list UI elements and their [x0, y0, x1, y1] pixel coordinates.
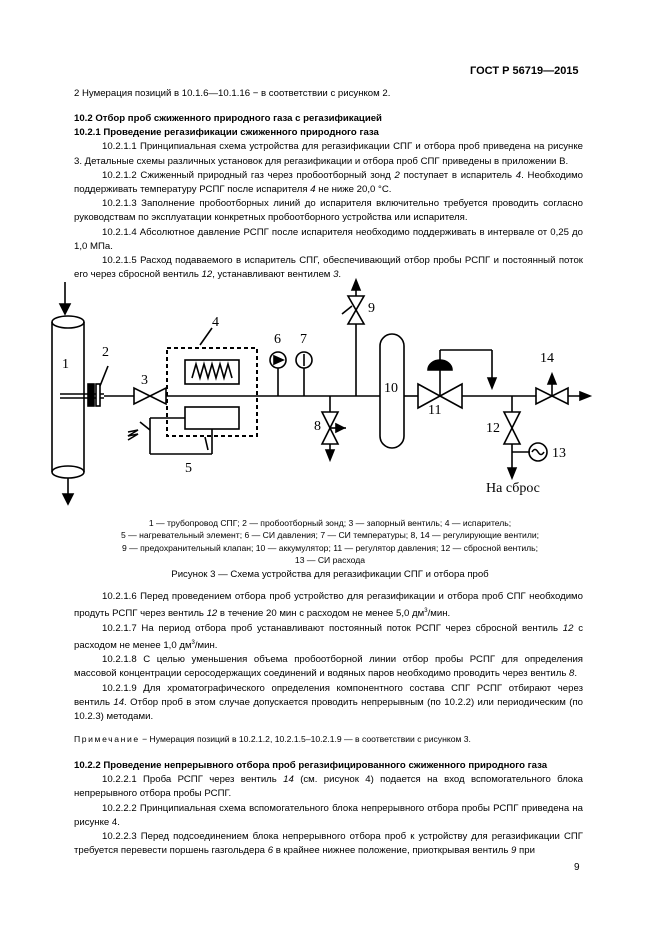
paragraph-10-2-1-8: 10.2.1.8 С целью уменьшения объема пробоотборной линии отбор пробы РСПГ для определения массовой концентрации серосодержащих соединений и водяных паров необходимо проводить через вентиль 8. — [74, 654, 583, 680]
note-label: Примечание — [74, 734, 140, 744]
label-3: 3 — [141, 373, 148, 388]
note-2: Примечание − Нумерация позиций в 10.2.1.2, 10.2.1.5–10.2.1.9 — в соответствии с рисунком 3. — [74, 734, 471, 744]
legend-line: 5 — нагревательный элемент; 6 — СИ давления; 7 — СИ температуры; 8, 14 — регулирующие вентили; — [120, 530, 540, 541]
heater-5 — [128, 418, 212, 476]
label-7: 7 — [300, 332, 307, 347]
paragraph-10-2-2-3: 10.2.2.3 Перед подсоединением блока непрерывного отбора проб к устройству для регазификации СПГ требуется перевести поршень газгольдера 6 в крайнее нижнее положение, приоткрывая вентиль 9 при — [74, 831, 583, 857]
paragraph-10-2-1-9: 10.2.1.9 Для хроматографического определения компонентного состава СПГ РСПГ отбирают через вентиль 14. Отбор проб в этом случае допускается проводить непрерывным (по 10.2.2) или периодическим (по 10.2.3) методами. — [74, 682, 583, 722]
paragraph-10-2-2-2: 10.2.2.2 Принципиальная схема вспомогательного блока непрерывного отбора пробы РСПГ приведена на рисунке 4. — [74, 802, 583, 828]
control-valve-14 — [536, 351, 590, 404]
legend-line: 1 — трубопровод СПГ; 2 — пробоотборный зонд; 3 — запорный вентиль; 4 — испаритель; — [148, 518, 512, 528]
label-2: 2 — [102, 345, 109, 360]
section-title: 10.2 Отбор проб сжиженного природного газа с регазификацией — [74, 113, 382, 124]
temperature-sensor-7 — [296, 332, 312, 396]
paragraph-10-2-1-3: 10.2.1.3 Заполнение пробоотборных линий до испарителя включительно требуется проводить согласно руководствам по эксплуатации конкретных пробоотборного устройства или испарителя. — [74, 198, 583, 224]
paragraph-10-2-1-5: 10.2.1.5 Расход подаваемого в испаритель СПГ, обеспечивающий отбор пробы РСПГ и постоянный поток его через сбросной вентиль 12, устанавливают вентилем 3. — [74, 255, 583, 281]
label-6: 6 — [274, 332, 281, 347]
vent-valve-12 — [486, 396, 520, 478]
pipeline-1 — [52, 282, 84, 504]
label-1: 1 — [62, 357, 69, 372]
label-12: 12 — [486, 421, 500, 436]
paragraph-10-2-2-1: 10.2.2.1 Проба РСПГ через вентиль 14 (см. рисунок 4) подается на вход вспомогательного блока непрерывного отбора пробы РСПГ. — [74, 774, 583, 800]
pressure-gauge-6 — [270, 332, 286, 396]
label-14: 14 — [540, 351, 554, 366]
paragraph-10-2-1-2: 10.2.1.2 Сжиженный природный газ через пробоотборный зонд 2 поступает в испаритель 4. Необходимо поддерживать температуру РСПГ после испарителя 4 не ниже 20,0 °С. — [74, 169, 583, 196]
label-5: 5 — [185, 461, 192, 476]
note-top: 2 Нумерация позиций в 10.1.6—10.1.16 − в соответствии с рисунком 2. — [74, 88, 391, 99]
legend-line: 9 — предохранительный клапан; 10 — аккумулятор; 11 — регулятор давления; 12 — сбросной вентиль; — [121, 542, 539, 553]
label-4: 4 — [212, 315, 219, 330]
paragraph-10-2-1-1: 10.2.1.1 Принципиальная схема устройства для регазификации СПГ и отбора проб приведена на рисунке 3. Детальные схемы различных установок для регазификации и отбора проб СПГ приведены в приложении В. — [74, 141, 583, 167]
label-9: 9 — [368, 301, 375, 316]
paragraph-10-2-1-6: 10.2.1.6 Перед проведением отбора проб устройство для регазификации и отбора проб СПГ необходимо продуть РСПГ через вентиль 12 в течение 20 мин с расходом не менее 5,0 $дм^3$/мин. — [74, 591, 583, 620]
legend-line: 13 — СИ расхода — [294, 555, 366, 566]
label-10: 10 — [384, 381, 398, 396]
vent-outlet-label: На сброс — [486, 481, 540, 496]
figure-legend — [60, 517, 600, 583]
label-8: 8 — [314, 419, 321, 434]
page-number: 9 — [574, 862, 580, 873]
paragraph-10-2-1-4: 10.2.1.4 Абсолютное давление РСПГ после испарителя необходимо поддерживать в интервале от 0,25 до 1,0 МПа. — [74, 226, 583, 252]
section-10-2-1-cont — [74, 590, 583, 724]
standard-header: ГОСТ Р 56719—2015 — [470, 65, 579, 77]
control-valve-8 — [314, 396, 346, 460]
pressure-regulator-11 — [418, 350, 496, 418]
section-title: 10.2.2 Проведение непрерывного отбора проб регазифицированного сжиженного природного газа — [74, 760, 548, 771]
section-10-2-2 — [74, 759, 583, 858]
paragraph-10-2-1-7: 10.2.1.7 На период отбора проб устанавливают постоянный поток РСПГ через сбросной вентиль 12 с расходом не менее 1,0 $дм^3$/мин. — [74, 622, 583, 651]
valve-3 — [134, 373, 166, 404]
label-11: 11 — [428, 403, 442, 418]
flow-meter-13 — [512, 443, 566, 461]
relief-valve-9 — [342, 280, 375, 396]
label-13: 13 — [552, 446, 566, 461]
subsection-title: 10.2.1 Проведение регазификации сжиженного природного газа — [74, 127, 379, 139]
figure-caption: Рисунок 3 — Схема устройства для регазификации СПГ и отбора проб — [171, 568, 489, 580]
accumulator-10 — [380, 334, 404, 448]
